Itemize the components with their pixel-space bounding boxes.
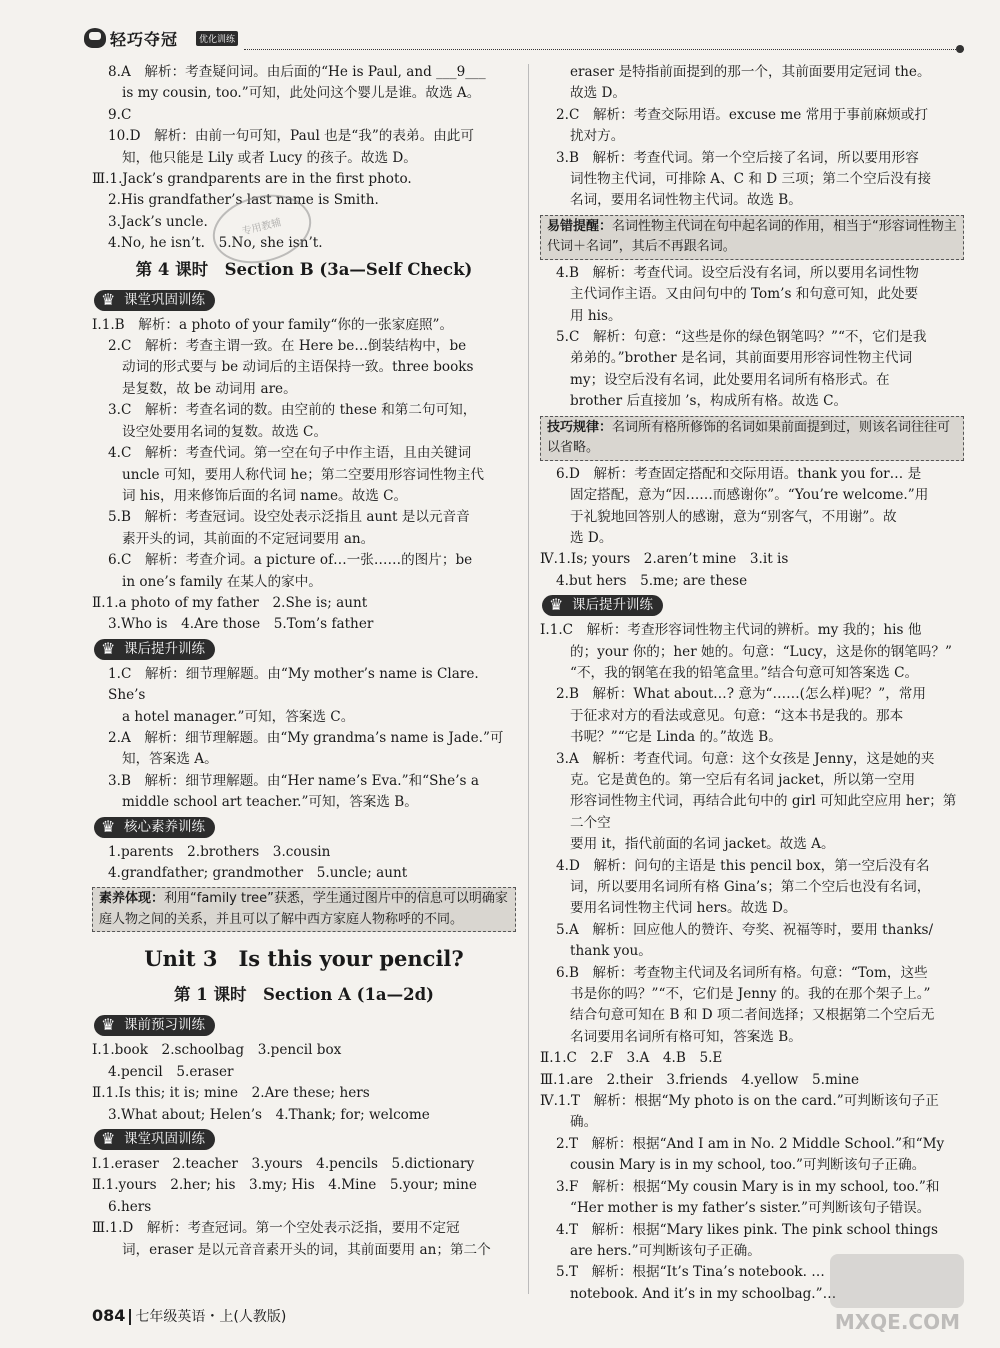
answer-line: brother 后直接加 ’s，构成所有格。故选 C。 [570,393,848,410]
answers-core [92,842,516,885]
answer-line: 5.C 解析：句意：“这些是你的绿色钢笔吗？”“不，它们是我 [556,329,927,346]
answer-line: cousin Mary is in my school, too.”可判断该句子正确。 [570,1157,926,1174]
header-dot [956,45,964,53]
header-rule [244,49,964,50]
answers-preview [92,1040,516,1126]
answer-line: 名词要用名词所有格可知，答案选 B。 [570,1028,802,1045]
answer-line: 词，所以要用名词所有格 Gina’s；第二个空后也没有名词， [570,879,931,895]
answer-line: 3.Jack’s uncle. [108,213,208,230]
answer-line: 确。 [570,1114,598,1131]
answer-line: 要用 it，指代前面的名词 jacket。故选 A。 [570,836,835,853]
answers-classwork [92,315,516,636]
answer-line: 9.C [108,106,132,123]
answer-line: 设空处要用名词的复数。故选 C。 [122,423,328,440]
answer-line: Ⅳ.1.Is; yours 2.aren’t mine 3.it is [540,551,789,568]
answer-line: Ⅳ.1.T 解析：根据“My photo is on the card.”可判断该句子正 [540,1093,939,1110]
answer-line: 5.A 解析：回应他人的赞许、夸奖、祝福等时，要用 thanks/ [556,921,934,938]
answer-line: 要用名词性物主代词 hers。故选 D。 [570,900,797,917]
answer-line: 10.D 解析：由前一句可知，Paul 也是“我”的表弟。由此可 [108,128,474,145]
answer-line: thank you。 [570,943,652,960]
answer-line: 2.C 解析：考查主谓一致。在 Here be…倒装结构中，be [108,338,467,355]
answer-line: 选 D。 [570,529,613,546]
answer-line: my；设空后没有名词，此处要用名词所有格形式。在 [570,371,890,388]
answer-line: 用 his。 [570,307,622,324]
stamp: 专用教辅 [206,185,319,273]
answer-line: 故选 D。 [570,85,627,102]
answer-line: 克。它是黄色的。第一空后有名词 jacket，所以第一空用 [570,771,916,788]
brand-subtitle: 优化训练 [196,31,238,46]
answer-line: 是复数，故 be 动词用 are。 [122,380,297,397]
answers-right-d [540,620,964,1305]
book-title: 七年级英语・上(人教版) [135,1309,287,1325]
answer-line: 3.B 解析：考查代词。第一个空后接了名词，所以要用形容 [556,149,919,166]
answer-line: 6.hers [108,1198,152,1215]
footer-separator [129,1309,131,1325]
crown-icon [101,293,117,307]
answer-line: 4.but hers 5.me; are these [556,572,748,589]
answer-line: 书呢？”“它是 Linda 的。”故选 B。 [570,729,782,746]
answer-line: 2.A 解析：细节理解题。由“My grandma’s name is Jade.”可 [108,729,504,746]
answer-line: uncle 可知，要用人称代词 he；第二空要用形容词性物主代 [122,466,485,483]
answer-line: Ⅱ.1.C 2.F 3.A 4.B 5.E [540,1050,723,1067]
section-pill-after-class: ♛ 课后提升训练 [94,639,215,660]
answer-line: are hers.”可判断该句子正确。 [570,1242,761,1259]
page-header [84,26,964,56]
answer-line: 形容词性物主代词，再结合此句中的 girl 可知此空应用 her；第二个空 [570,793,957,831]
answer-line: a hotel manager.”可知，答案选 C。 [122,708,355,725]
answer-line: 固定搭配，意为“因……而感谢你”。“You’re welcome.”用 [570,487,929,504]
answer-line: 6.B 解析：考查物主代词及名词所有格。句意：“Tom，这些 [556,964,928,981]
answer-line: 于礼貌地回答别人的感谢，意为“别客气，不用谢”。故 [570,508,897,525]
answers-right-b [540,263,964,413]
mistake-note: 易错提醒：名词性物主代词在句中起名词的作用，相当于“形容词性物主代词＋名词”，其后不再跟名词。 [540,215,964,260]
answer-line: 的；your 你的；her 她的。句意：“Lucy，这是你的钢笔吗？” [570,643,952,660]
answer-line: is my cousin, too.”可知，此处问这个婴儿是谁。故选 A。 [122,85,481,102]
answers-classwork-2 [92,1154,516,1261]
answer-line: 4.C 解析：考查代词。第一空在句子中作主语，且由关键词 [108,445,472,462]
section-pill-classwork-2: ♛ 课堂巩固训练 [94,1129,215,1150]
answer-line: 1.C 解析：细节理解题。由“My mother’s name is Clare. She’s [108,665,484,704]
answer-line: middle school art teacher.”可知，答案选 B。 [122,794,418,811]
answer-line: 4.D 解析：问句的主语是 this pencil box，第一空后没有名 [556,857,930,874]
crown-icon [101,820,117,834]
answer-line: 6.C 解析：考查介词。a picture of…一张……的图片；be [108,552,473,569]
answer-line: 书是你的吗？”“不，它们是 Jenny 的。我的在那个架子上。” [570,986,931,1003]
answer-line: “不，我的钢笔在我的铅笔盒里。”结合句意可知答案选 C。 [570,664,919,681]
answer-line: 名词，要用名词性物主代词。故选 B。 [570,192,802,209]
answers-right-a [540,62,964,212]
answer-line: 结合句意可知在 B 和 D 项二者间选择；又根据第二个空后无 [570,1007,935,1024]
answer-line: 4.No, he isn’t. 5.No, she isn’t. [108,235,323,252]
unit-title: Unit 3 Is this your pencil? [144,946,464,972]
crown-icon [101,1132,117,1146]
answer-line: Ⅰ.1.eraser 2.teacher 3.yours 4.pencils 5.dictionary [92,1156,475,1173]
answer-line: in one’s family 在某人的家中。 [122,573,322,590]
section-pill-after-class-right: ♛ 课后提升训练 [542,595,663,616]
section-pill-core: ♛ 核心素养训练 [94,817,215,838]
right-column [540,62,964,1305]
page-number: 084 [92,1306,126,1325]
answer-line: 3.B 解析：细节理解题。由“Her name’s Eva.”和“She’s a [108,772,479,789]
answer-line: Ⅰ.1.book 2.schoolbag 3.pencil box [92,1042,342,1059]
tip-note: 技巧规律：名词所有格所修饰的名词如果前面提到过，则该名词往往可以省略。 [540,416,964,461]
watermark-text: MXQE.COM [834,1310,960,1334]
answer-line: 2.C 解析：考查交际用语。excuse me 常用于事前麻烦或打 [556,106,928,123]
answer-line: 词 his，用来修饰后面的名词 name。故选 C。 [122,487,408,504]
answers-right-c [540,464,964,592]
brand-logo-icon [84,28,106,48]
answer-line: 动词的形式要与 be 动词后的主语保持一致。three books [122,359,474,376]
answer-line: 3.C 解析：考查名词的数。由空前的 these 和第二句可知， [108,402,477,419]
answer-line: 4.B 解析：考查代词。设空后没有名词，所以要用名词性物 [556,264,919,281]
lesson4-title: 第 4 课时 Section B (3a—Self Check) [135,259,473,279]
answer-line: 1.parents 2.brothers 3.cousin [108,843,331,860]
answer-line: eraser 是特指前面提到的那一个，其前面要用定冠词 the。 [570,64,931,80]
answer-line: 6.D 解析：考查固定搭配和交际用语。thank you for… 是 [556,465,922,482]
watermark-logo [830,1254,964,1308]
section-pill-preview: ♛ 课前预习训练 [94,1015,215,1036]
answer-line: 主代词作主语。又由问句中的 Tom’s 和句意可知，此处要 [570,286,919,303]
answer-line: 知，他只能是 Lily 或者 Lucy 的孩子。故选 D。 [122,149,417,166]
answer-line: Ⅰ.1.B 解析：a photo of your family“你的一张家庭照”。 [92,316,454,333]
answer-line: 4.pencil 5.eraser [108,1063,234,1080]
answer-line: 扰对方。 [570,128,625,145]
lesson1-title: 第 1 课时 Section A (1a—2d) [174,985,434,1005]
answer-line: Ⅲ.1.Jack’s grandparents are in the first photo. [92,171,412,188]
answer-line: 8.A 解析：考查疑问词。由后面的“He is Paul, and ___9___ [108,64,486,80]
answer-line: 5.B 解析：考查冠词。设空处表示泛指且 aunt 是以元音音 [108,509,470,526]
answer-line: Ⅱ.1.yours 2.her; his 3.my; His 4.Mine 5.your; mine [92,1177,477,1194]
answer-line: 于征求对方的看法或意见。句意：“这本书是我的。那本 [570,707,904,724]
answer-line: 3.F 解析：根据“My cousin Mary is in my school, too.”和 [556,1178,940,1195]
answer-line: 词，eraser 是以元音音素开头的词，其前面要用 an；第二个 [122,1241,491,1258]
answer-line: 4.grandfather; grandmother 5.uncle; aunt [108,865,408,881]
crown-icon [549,598,565,612]
core-note: 素养体现：利用“family tree”获悉，学生通过图片中的信息可以明确家庭人物之间的关系，并且可以了解中西方家庭人物称呼的不同。 [92,887,516,932]
answer-line: 知，答案选 A。 [122,751,218,768]
crown-icon [101,642,117,656]
answer-line: notebook. And it’s in my schoolbag.”… [570,1285,837,1302]
answer-line: 弟弟的。”brother 是名词，其前面要用形容词性物主代词 [570,350,913,367]
answer-line: 3.A 解析：考查代词。句意：这个女孩是 Jenny，这是她的夹 [556,750,935,767]
column-divider [528,64,529,1294]
answer-line: 3.What about; Helen’s 4.Thank; for; welcome [108,1106,430,1123]
answer-line: Ⅰ.1.C 解析：考查形容词性物主代词的辨析。my 我的；his 他 [540,622,922,639]
answer-line: 2.B 解析：What about…? 意为“……(怎么样)呢？”，常用 [556,686,926,703]
answer-line: 词性物主代词，可排除 A、C 和 D 三项；第二个空后没有接 [570,171,932,188]
answer-line: “Her mother is my father’s sister.”可判断该句子错误。 [570,1200,931,1217]
page-footer [92,1306,286,1326]
answer-line: Ⅱ.1.a photo of my father 2.She is; aunt [92,594,368,611]
section-pill-classwork: ♛ 课堂巩固训练 [94,290,215,311]
answer-line: 素开头的词，其前面的不定冠词要用 an。 [122,530,375,547]
answer-line: 5.T 解析：根据“It’s Tina’s notebook. … [556,1264,825,1281]
crown-icon [101,1018,117,1032]
answer-line: Ⅲ.1.are 2.their 3.friends 4.yellow 5.mine [540,1071,860,1088]
answer-line: 4.T 解析：根据“Mary likes pink. The pink school things [556,1221,938,1238]
answer-line: Ⅲ.1.D 解析：考查冠词。第一个空处表示泛指，要用不定冠 [92,1220,460,1237]
answer-line: Ⅱ.1.Is this; it is; mine 2.Are these; hers [92,1085,370,1102]
answers-after-class [92,664,516,814]
answer-line: 2.T 解析：根据“And I am in No. 2 Middle School.”和“My [556,1135,945,1152]
answer-line: 3.Who is 4.Are those 5.Tom’s father [108,616,374,633]
brand-name: 轻巧夺冠 [110,30,179,49]
answer-line: 2.His grandfather’s last name is Smith. [108,192,379,209]
left-column [92,62,516,1261]
